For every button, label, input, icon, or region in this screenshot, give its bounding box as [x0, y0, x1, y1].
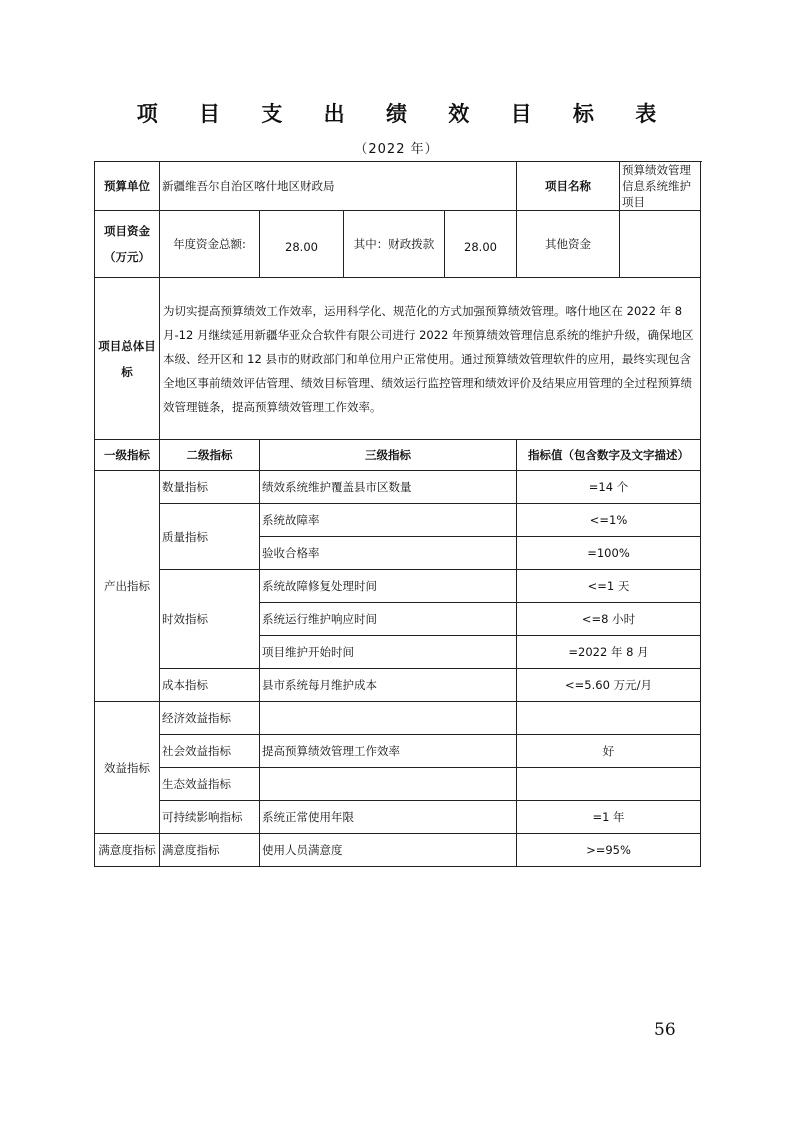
indicator-level3 [260, 768, 517, 801]
indicator-value: <=5.60 万元/月 [517, 669, 701, 702]
other-funds-value [620, 211, 701, 278]
info-row-unit [95, 162, 701, 211]
table-row [95, 735, 701, 768]
output-level1: 产出指标 [95, 471, 160, 702]
table-row [95, 768, 701, 801]
goal-text: 为切实提高预算绩效工作效率，运用科学化、规范化的方式加强预算绩效管理。喀什地区在 2022 年 8 月-12 月继续延用新疆华亚众合软件有限公司进行 2022 年预算绩效管理信息系统的维护升级，确保地区本级、经开区和 12 县市的财政部门和单位用户正常使用。通过预算绩效管理软件的应用，最终实现包含全地区事前绩效评估管理、绩效目标管理、绩效运行监控管理和绩效评价及结果应用管理的全过程预算绩效管理链条，提高预算绩效管理工作效率。 [160, 278, 701, 440]
goal-label: 项目总体目标 [95, 278, 160, 440]
benefit-level1: 效益指标 [95, 702, 160, 834]
header-level2: 二级指标 [160, 440, 260, 471]
header-level1: 一级指标 [95, 440, 160, 471]
indicator-value: <=8 小时 [517, 603, 701, 636]
project-name-value: 预算绩效管理信息系统维护项目 [620, 162, 701, 211]
indicator-level2: 生态效益指标 [160, 768, 260, 801]
indicator-level3: 系统运行维护响应时间 [260, 603, 517, 636]
indicator-value [517, 702, 701, 735]
indicator-value: 好 [517, 735, 701, 768]
indicator-level3 [260, 702, 517, 735]
indicator-header-row [95, 440, 701, 471]
annual-total-value: 28.00 [260, 211, 344, 278]
budget-unit-value: 新疆维吾尔自治区喀什地区财政局 [160, 162, 517, 211]
page-number: 56 [654, 1020, 676, 1040]
info-row-funds [95, 211, 701, 278]
indicator-level2: 经济效益指标 [160, 702, 260, 735]
table-row [95, 570, 701, 603]
indicator-level3: 项目维护开始时间 [260, 636, 517, 669]
fiscal-funds-label: 其中：财政拨款 [344, 211, 445, 278]
project-name-label: 项目名称 [517, 162, 620, 211]
fiscal-funds-value: 28.00 [445, 211, 517, 278]
header-value: 指标值（包含数字及文字描述） [517, 440, 701, 471]
indicator-level3: 县市系统每月维护成本 [260, 669, 517, 702]
timeliness-level2: 时效指标 [160, 570, 260, 669]
table-row [95, 834, 701, 867]
funds-label [95, 211, 160, 278]
table-row [95, 669, 701, 702]
info-row-goal [95, 278, 701, 440]
table-row [95, 471, 701, 504]
quantity-level2: 数量指标 [160, 471, 260, 504]
funds-label-line-2: （万元） [104, 250, 150, 264]
satisfaction-level3: 使用人员满意度 [260, 834, 517, 867]
table-row [95, 504, 701, 537]
indicator-value: =100% [517, 537, 701, 570]
satisfaction-level2: 满意度指标 [160, 834, 260, 867]
indicator-level3: 绩效系统维护覆盖县市区数量 [260, 471, 517, 504]
annual-total-label: 年度资金总额: [160, 211, 260, 278]
indicator-level3: 系统故障率 [260, 504, 517, 537]
quality-level2: 质量指标 [160, 504, 260, 570]
indicator-value [517, 768, 701, 801]
funds-label-line-1: 项目资金 [104, 224, 150, 238]
indicator-value: =1 年 [517, 801, 701, 834]
cost-level2: 成本指标 [160, 669, 260, 702]
satisfaction-level1: 满意度指标 [95, 834, 160, 867]
indicator-level3: 系统故障修复处理时间 [260, 570, 517, 603]
table-row [95, 702, 701, 735]
indicator-value: <=1% [517, 504, 701, 537]
budget-unit-label: 预算单位 [95, 162, 160, 211]
table-row [95, 801, 701, 834]
page-title: 项 目 支 出 绩 效 目 标 表 [136, 102, 674, 126]
indicator-value: =14 个 [517, 471, 701, 504]
satisfaction-value: >=95% [517, 834, 701, 867]
indicator-level3: 验收合格率 [260, 537, 517, 570]
indicator-value: <=1 天 [517, 570, 701, 603]
indicator-level3: 系统正常使用年限 [260, 801, 517, 834]
indicator-level2: 社会效益指标 [160, 735, 260, 768]
header-level3: 三级指标 [260, 440, 517, 471]
indicator-level2: 可持续影响指标 [160, 801, 260, 834]
year-label: （2022 年） [354, 142, 439, 157]
indicator-level3: 提高预算绩效管理工作效率 [260, 735, 517, 768]
other-funds-label: 其他资金 [517, 211, 620, 278]
indicator-value: =2022 年 8 月 [517, 636, 701, 669]
performance-target-table [94, 161, 701, 867]
